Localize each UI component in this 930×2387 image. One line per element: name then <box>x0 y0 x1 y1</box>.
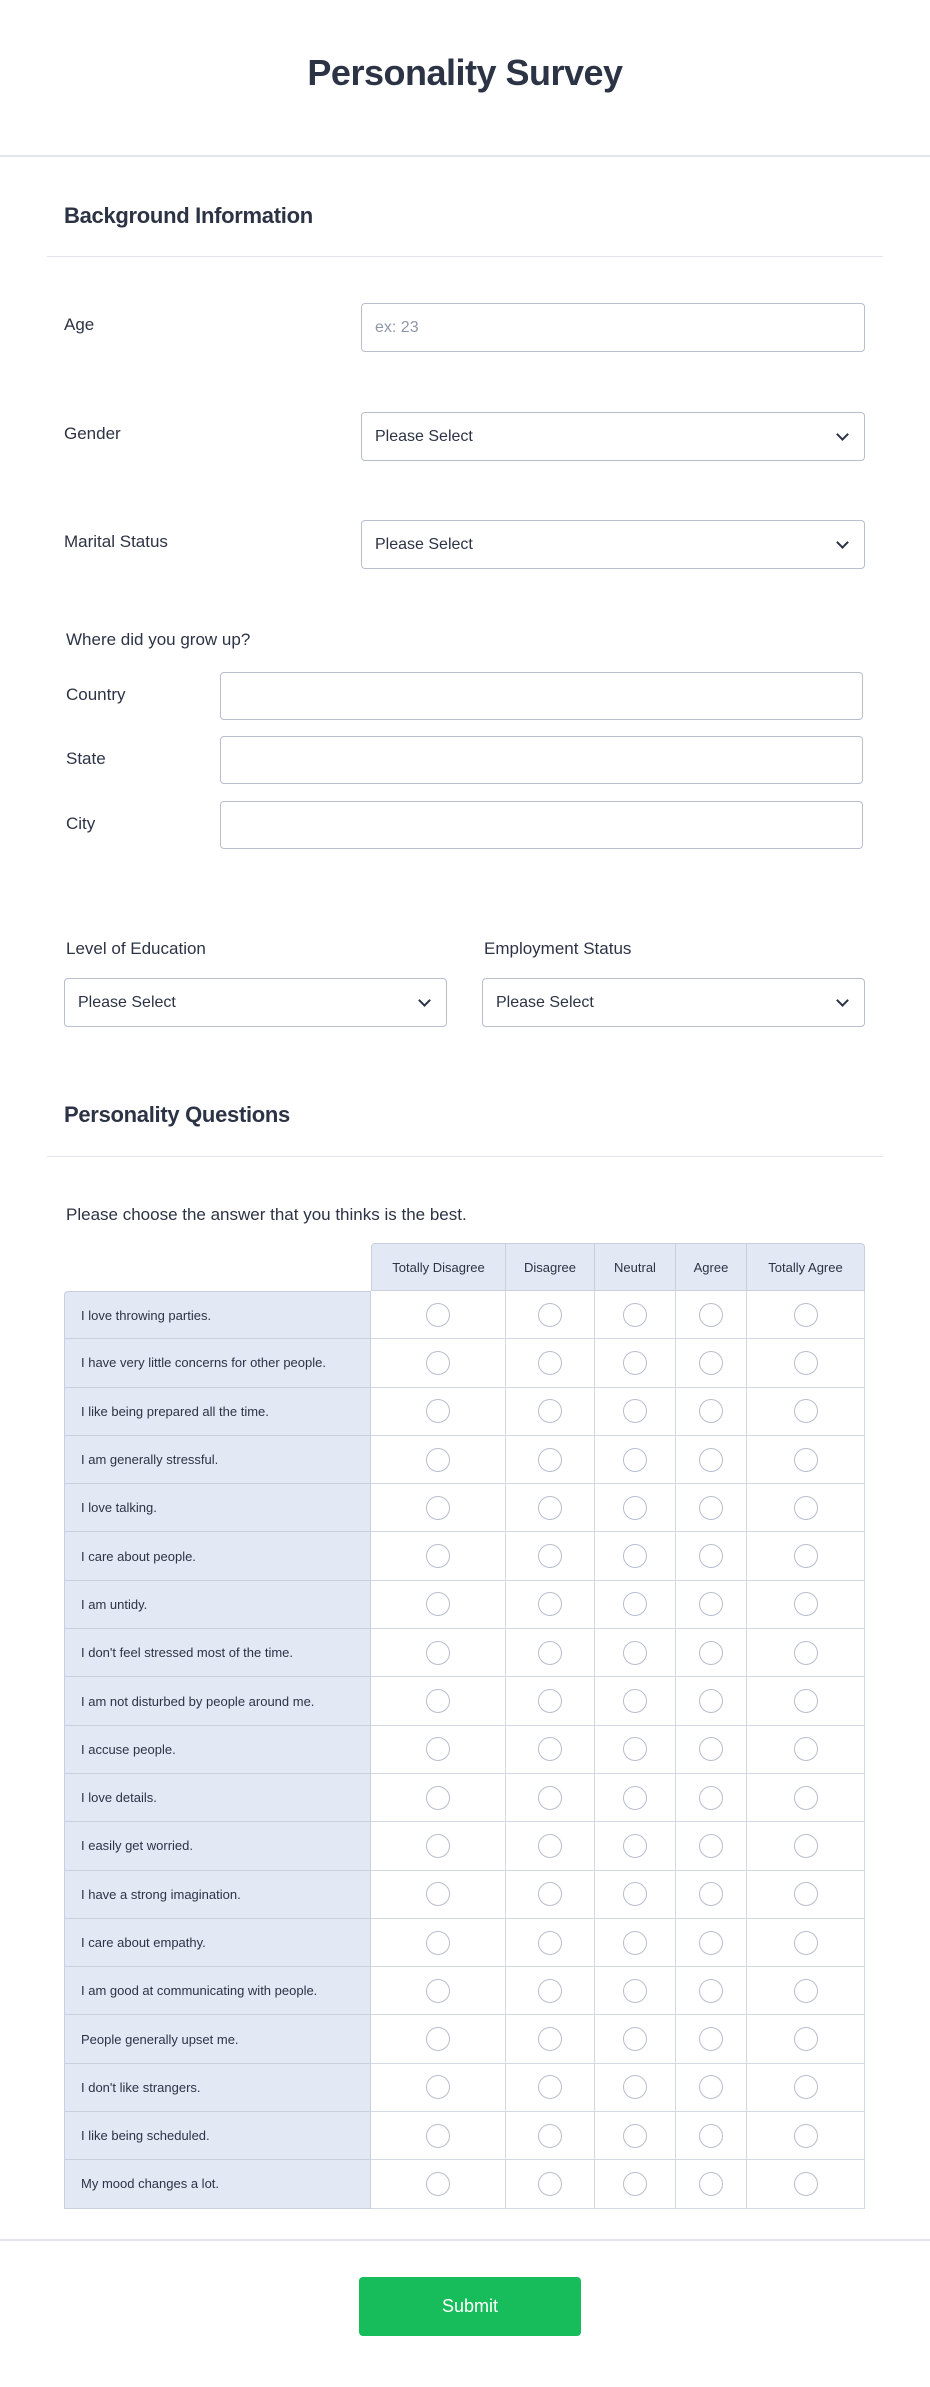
question-label: I am good at communicating with people. <box>64 1967 371 2015</box>
matrix-cell <box>595 1291 676 1339</box>
matrix-cell <box>506 1581 595 1629</box>
radio-agree[interactable] <box>699 1303 723 1327</box>
radio-neutral[interactable] <box>623 1641 647 1665</box>
radio-agree[interactable] <box>699 1979 723 2003</box>
chevron-down-icon <box>836 994 849 1007</box>
matrix-cell <box>595 1436 676 1484</box>
submit-button[interactable]: Submit <box>359 2277 581 2336</box>
question-label: I love throwing parties. <box>64 1291 371 1339</box>
matrix-cell <box>676 1532 747 1580</box>
matrix-cell <box>506 1532 595 1580</box>
question-label: My mood changes a lot. <box>64 2160 371 2208</box>
column-header: Totally Disagree <box>371 1243 506 1291</box>
radio-neutral[interactable] <box>623 2124 647 2148</box>
radio-agree[interactable] <box>699 2027 723 2051</box>
matrix-cell <box>676 2112 747 2160</box>
radio-neutral[interactable] <box>623 1689 647 1713</box>
matrix-cell <box>506 1726 595 1774</box>
radio-neutral[interactable] <box>623 2027 647 2051</box>
matrix-cell <box>747 1774 865 1822</box>
matrix-cell <box>595 2112 676 2160</box>
radio-totally-disagree[interactable] <box>426 1351 450 1375</box>
footer-divider <box>0 2239 930 2241</box>
radio-neutral[interactable] <box>623 1786 647 1810</box>
radio-agree[interactable] <box>699 1882 723 1906</box>
matrix-cell <box>595 2015 676 2063</box>
matrix-row <box>64 1677 865 1725</box>
marital-status-label: Marital Status <box>64 532 168 551</box>
employment-label: Employment Status <box>484 939 632 958</box>
matrix-cell <box>676 1726 747 1774</box>
radio-agree[interactable] <box>699 1544 723 1568</box>
matrix-cell <box>595 1967 676 2015</box>
matrix-row <box>64 1436 865 1484</box>
matrix-row <box>64 1581 865 1629</box>
radio-agree[interactable] <box>699 2172 723 2196</box>
radio-totally-disagree[interactable] <box>426 2027 450 2051</box>
chevron-down-icon <box>836 428 849 441</box>
section-divider <box>47 256 883 257</box>
radio-neutral[interactable] <box>623 1979 647 2003</box>
radio-disagree[interactable] <box>538 1399 562 1423</box>
matrix-row <box>64 2015 865 2063</box>
matrix-cell <box>371 1532 506 1580</box>
radio-neutral[interactable] <box>623 1834 647 1858</box>
matrix-cell <box>747 1967 865 2015</box>
marital-status-select[interactable] <box>361 520 865 569</box>
matrix-cell <box>371 1436 506 1484</box>
matrix-cell <box>506 1774 595 1822</box>
radio-disagree[interactable] <box>538 1496 562 1520</box>
matrix-row <box>64 1291 865 1339</box>
matrix-cell <box>371 1822 506 1870</box>
matrix-cell <box>595 1822 676 1870</box>
matrix-cell <box>747 1822 865 1870</box>
radio-neutral[interactable] <box>623 1303 647 1327</box>
column-header: Disagree <box>506 1243 595 1291</box>
question-label: I love details. <box>64 1774 371 1822</box>
radio-totally-disagree[interactable] <box>426 1448 450 1472</box>
radio-neutral[interactable] <box>623 1351 647 1375</box>
matrix-cell <box>371 1726 506 1774</box>
question-label: I have a strong imagination. <box>64 1871 371 1919</box>
radio-totally-disagree[interactable] <box>426 2172 450 2196</box>
matrix-cell <box>747 1291 865 1339</box>
matrix-cell <box>371 2160 506 2208</box>
radio-totally-agree[interactable] <box>794 1544 818 1568</box>
question-label: I easily get worried. <box>64 1822 371 1870</box>
city-input[interactable] <box>220 801 863 849</box>
section-divider <box>47 1156 883 1157</box>
radio-neutral[interactable] <box>623 1882 647 1906</box>
matrix-instruction: Please choose the answer that you thinks is the best. <box>66 1205 467 1224</box>
header-divider <box>0 155 930 157</box>
radio-neutral[interactable] <box>623 2075 647 2099</box>
matrix-cell <box>506 1436 595 1484</box>
matrix-row <box>64 2160 865 2208</box>
question-label: I care about empathy. <box>64 1919 371 1967</box>
radio-totally-agree[interactable] <box>794 1399 818 1423</box>
matrix-row <box>64 1871 865 1919</box>
matrix-cell <box>371 1629 506 1677</box>
question-label: I am generally stressful. <box>64 1436 371 1484</box>
matrix-cell <box>747 1388 865 1436</box>
matrix-cell <box>595 1919 676 1967</box>
radio-totally-disagree[interactable] <box>426 2075 450 2099</box>
radio-neutral[interactable] <box>623 1448 647 1472</box>
radio-totally-agree[interactable] <box>794 1737 818 1761</box>
matrix-cell <box>595 1484 676 1532</box>
radio-disagree[interactable] <box>538 1882 562 1906</box>
matrix-row <box>64 1822 865 1870</box>
radio-totally-agree[interactable] <box>794 1351 818 1375</box>
radio-disagree[interactable] <box>538 2172 562 2196</box>
radio-totally-disagree[interactable] <box>426 1979 450 2003</box>
matrix-cell <box>676 1484 747 1532</box>
matrix-cell <box>506 2015 595 2063</box>
matrix-cell <box>371 1967 506 2015</box>
matrix-cell <box>747 1726 865 1774</box>
matrix-cell <box>676 1629 747 1677</box>
question-label: I don't like strangers. <box>64 2064 371 2112</box>
matrix-cell <box>747 2160 865 2208</box>
matrix-cell <box>676 1339 747 1387</box>
state-input[interactable] <box>220 736 863 784</box>
matrix-cell <box>506 1967 595 2015</box>
grow-up-label: Where did you grow up? <box>66 630 251 649</box>
chevron-down-icon <box>418 994 431 1007</box>
matrix-cell <box>595 1581 676 1629</box>
matrix-cell <box>676 1436 747 1484</box>
question-label: I am not disturbed by people around me. <box>64 1677 371 1725</box>
matrix-cell <box>595 1339 676 1387</box>
radio-totally-agree[interactable] <box>794 2124 818 2148</box>
radio-disagree[interactable] <box>538 1303 562 1327</box>
radio-totally-disagree[interactable] <box>426 1303 450 1327</box>
education-value: Please Select <box>78 993 176 1011</box>
gender-select[interactable] <box>361 412 865 461</box>
matrix-cell <box>747 1677 865 1725</box>
radio-totally-agree[interactable] <box>794 1496 818 1520</box>
matrix-cell <box>371 2015 506 2063</box>
column-header: Neutral <box>595 1243 676 1291</box>
radio-totally-disagree[interactable] <box>426 1786 450 1810</box>
matrix-cell <box>506 1677 595 1725</box>
matrix-cell <box>676 2015 747 2063</box>
radio-disagree[interactable] <box>538 2075 562 2099</box>
matrix-cell <box>506 1339 595 1387</box>
radio-totally-agree[interactable] <box>794 1448 818 1472</box>
radio-neutral[interactable] <box>623 2172 647 2196</box>
marital-status-value: Please Select <box>375 535 473 553</box>
matrix-cell <box>595 2160 676 2208</box>
gender-value: Please Select <box>375 427 473 445</box>
radio-totally-agree[interactable] <box>794 1786 818 1810</box>
matrix-cell <box>595 1726 676 1774</box>
radio-totally-agree[interactable] <box>794 1882 818 1906</box>
matrix-cell <box>676 1677 747 1725</box>
matrix-row <box>64 2112 865 2160</box>
education-label: Level of Education <box>66 939 206 958</box>
radio-agree[interactable] <box>699 1496 723 1520</box>
matrix-row <box>64 1726 865 1774</box>
matrix-cell <box>747 2064 865 2112</box>
radio-disagree[interactable] <box>538 1641 562 1665</box>
matrix-row <box>64 1339 865 1387</box>
radio-agree[interactable] <box>699 1786 723 1810</box>
radio-totally-disagree[interactable] <box>426 1641 450 1665</box>
matrix-cell <box>506 1629 595 1677</box>
column-header: Totally Agree <box>747 1243 865 1291</box>
radio-neutral[interactable] <box>623 1399 647 1423</box>
radio-agree[interactable] <box>699 1689 723 1713</box>
employment-select[interactable] <box>482 978 865 1027</box>
radio-totally-agree[interactable] <box>794 2075 818 2099</box>
matrix-row <box>64 1388 865 1436</box>
radio-disagree[interactable] <box>538 1931 562 1955</box>
matrix-cell <box>676 1581 747 1629</box>
matrix-cell <box>595 1774 676 1822</box>
matrix-row <box>64 1919 865 1967</box>
matrix-cell <box>676 1871 747 1919</box>
radio-totally-disagree[interactable] <box>426 2124 450 2148</box>
radio-agree[interactable] <box>699 2075 723 2099</box>
radio-totally-disagree[interactable] <box>426 1882 450 1906</box>
question-label: I like being scheduled. <box>64 2112 371 2160</box>
radio-disagree[interactable] <box>538 1351 562 1375</box>
question-label: I care about people. <box>64 1532 371 1580</box>
matrix-cell <box>371 1677 506 1725</box>
matrix-cell <box>595 1871 676 1919</box>
radio-neutral[interactable] <box>623 1544 647 1568</box>
radio-agree[interactable] <box>699 1834 723 1858</box>
radio-agree[interactable] <box>699 1399 723 1423</box>
matrix-cell <box>747 1532 865 1580</box>
radio-neutral[interactable] <box>623 1496 647 1520</box>
matrix-row <box>64 1774 865 1822</box>
matrix-cell <box>747 1581 865 1629</box>
matrix-cell <box>371 2064 506 2112</box>
matrix-cell <box>506 1291 595 1339</box>
question-label: I have very little concerns for other people. <box>64 1339 371 1387</box>
matrix-cell <box>747 2112 865 2160</box>
matrix-cell <box>676 2160 747 2208</box>
matrix-cell <box>747 1919 865 1967</box>
radio-disagree[interactable] <box>538 1689 562 1713</box>
matrix-cell <box>371 1871 506 1919</box>
matrix-cell <box>371 1484 506 1532</box>
matrix-body <box>64 1291 865 2209</box>
matrix-cell <box>747 1871 865 1919</box>
matrix-cell <box>676 2064 747 2112</box>
matrix-cell <box>371 2112 506 2160</box>
matrix-cell <box>747 2015 865 2063</box>
chevron-down-icon <box>836 536 849 549</box>
radio-totally-agree[interactable] <box>794 1931 818 1955</box>
radio-agree[interactable] <box>699 1931 723 1955</box>
radio-totally-agree[interactable] <box>794 2172 818 2196</box>
radio-agree[interactable] <box>699 2124 723 2148</box>
age-label: Age <box>64 315 95 334</box>
radio-neutral[interactable] <box>623 1931 647 1955</box>
education-select[interactable] <box>64 978 447 1027</box>
matrix-cell <box>506 2112 595 2160</box>
question-label: I don't feel stressed most of the time. <box>64 1629 371 1677</box>
matrix-cell <box>506 1484 595 1532</box>
matrix-row <box>64 2064 865 2112</box>
matrix-cell <box>676 1388 747 1436</box>
question-label: People generally upset me. <box>64 2015 371 2063</box>
radio-agree[interactable] <box>699 1448 723 1472</box>
radio-totally-disagree[interactable] <box>426 1496 450 1520</box>
matrix-cell <box>506 2160 595 2208</box>
matrix-row <box>64 1967 865 2015</box>
matrix-cell <box>506 2064 595 2112</box>
question-label: I like being prepared all the time. <box>64 1388 371 1436</box>
radio-totally-agree[interactable] <box>794 1303 818 1327</box>
matrix-row <box>64 1532 865 1580</box>
radio-disagree[interactable] <box>538 1448 562 1472</box>
matrix-cell <box>371 1774 506 1822</box>
matrix-cell <box>595 1532 676 1580</box>
matrix-cell <box>676 1919 747 1967</box>
country-input[interactable] <box>220 672 863 720</box>
page-title: Personality Survey <box>307 52 623 93</box>
matrix-cell <box>506 1871 595 1919</box>
matrix-cell <box>747 1339 865 1387</box>
radio-disagree[interactable] <box>538 1592 562 1616</box>
age-input[interactable] <box>361 303 865 352</box>
radio-totally-agree[interactable] <box>794 1592 818 1616</box>
matrix-cell <box>371 1388 506 1436</box>
question-label: I love talking. <box>64 1484 371 1532</box>
radio-totally-disagree[interactable] <box>426 1931 450 1955</box>
matrix-row <box>64 1629 865 1677</box>
radio-totally-disagree[interactable] <box>426 1399 450 1423</box>
matrix-row <box>64 1484 865 1532</box>
radio-totally-disagree[interactable] <box>426 1592 450 1616</box>
radio-disagree[interactable] <box>538 1834 562 1858</box>
radio-disagree[interactable] <box>538 1544 562 1568</box>
matrix-cell <box>506 1822 595 1870</box>
matrix-cell <box>595 1388 676 1436</box>
state-label: State <box>66 749 106 768</box>
matrix-cell <box>747 1436 865 1484</box>
matrix-cell <box>371 1291 506 1339</box>
matrix-cell <box>595 2064 676 2112</box>
age-placeholder: ex: 23 <box>375 318 419 336</box>
radio-disagree[interactable] <box>538 1786 562 1810</box>
matrix-cell <box>595 1629 676 1677</box>
radio-disagree[interactable] <box>538 1979 562 2003</box>
matrix-cell <box>676 1774 747 1822</box>
radio-totally-disagree[interactable] <box>426 1689 450 1713</box>
matrix-cell <box>595 1677 676 1725</box>
matrix-cell <box>676 1967 747 2015</box>
radio-agree[interactable] <box>699 1737 723 1761</box>
column-header: Agree <box>676 1243 747 1291</box>
radio-neutral[interactable] <box>623 1592 647 1616</box>
matrix-cell <box>371 1919 506 1967</box>
radio-totally-agree[interactable] <box>794 2027 818 2051</box>
radio-totally-disagree[interactable] <box>426 1834 450 1858</box>
radio-disagree[interactable] <box>538 2027 562 2051</box>
section-heading-background: Background Information <box>64 203 313 228</box>
matrix-cell <box>371 1339 506 1387</box>
section-heading-personality: Personality Questions <box>64 1102 290 1127</box>
gender-label: Gender <box>64 424 121 443</box>
radio-agree[interactable] <box>699 1351 723 1375</box>
country-label: Country <box>66 685 126 704</box>
radio-totally-disagree[interactable] <box>426 1544 450 1568</box>
radio-totally-agree[interactable] <box>794 1641 818 1665</box>
question-label: I am untidy. <box>64 1581 371 1629</box>
matrix-cell <box>747 1484 865 1532</box>
radio-agree[interactable] <box>699 1641 723 1665</box>
radio-totally-agree[interactable] <box>794 1834 818 1858</box>
matrix-cell <box>676 1291 747 1339</box>
matrix-cell <box>506 1388 595 1436</box>
radio-disagree[interactable] <box>538 1737 562 1761</box>
radio-disagree[interactable] <box>538 2124 562 2148</box>
matrix-cell <box>747 1629 865 1677</box>
radio-neutral[interactable] <box>623 1737 647 1761</box>
radio-totally-agree[interactable] <box>794 1979 818 2003</box>
radio-totally-agree[interactable] <box>794 1689 818 1713</box>
radio-agree[interactable] <box>699 1592 723 1616</box>
matrix-cell <box>506 1919 595 1967</box>
employment-value: Please Select <box>496 993 594 1011</box>
personality-matrix <box>64 1243 865 2209</box>
matrix-header <box>371 1243 865 1291</box>
matrix-cell <box>371 1581 506 1629</box>
radio-totally-disagree[interactable] <box>426 1737 450 1761</box>
city-label: City <box>66 814 96 833</box>
matrix-cell <box>676 1822 747 1870</box>
question-label: I accuse people. <box>64 1726 371 1774</box>
